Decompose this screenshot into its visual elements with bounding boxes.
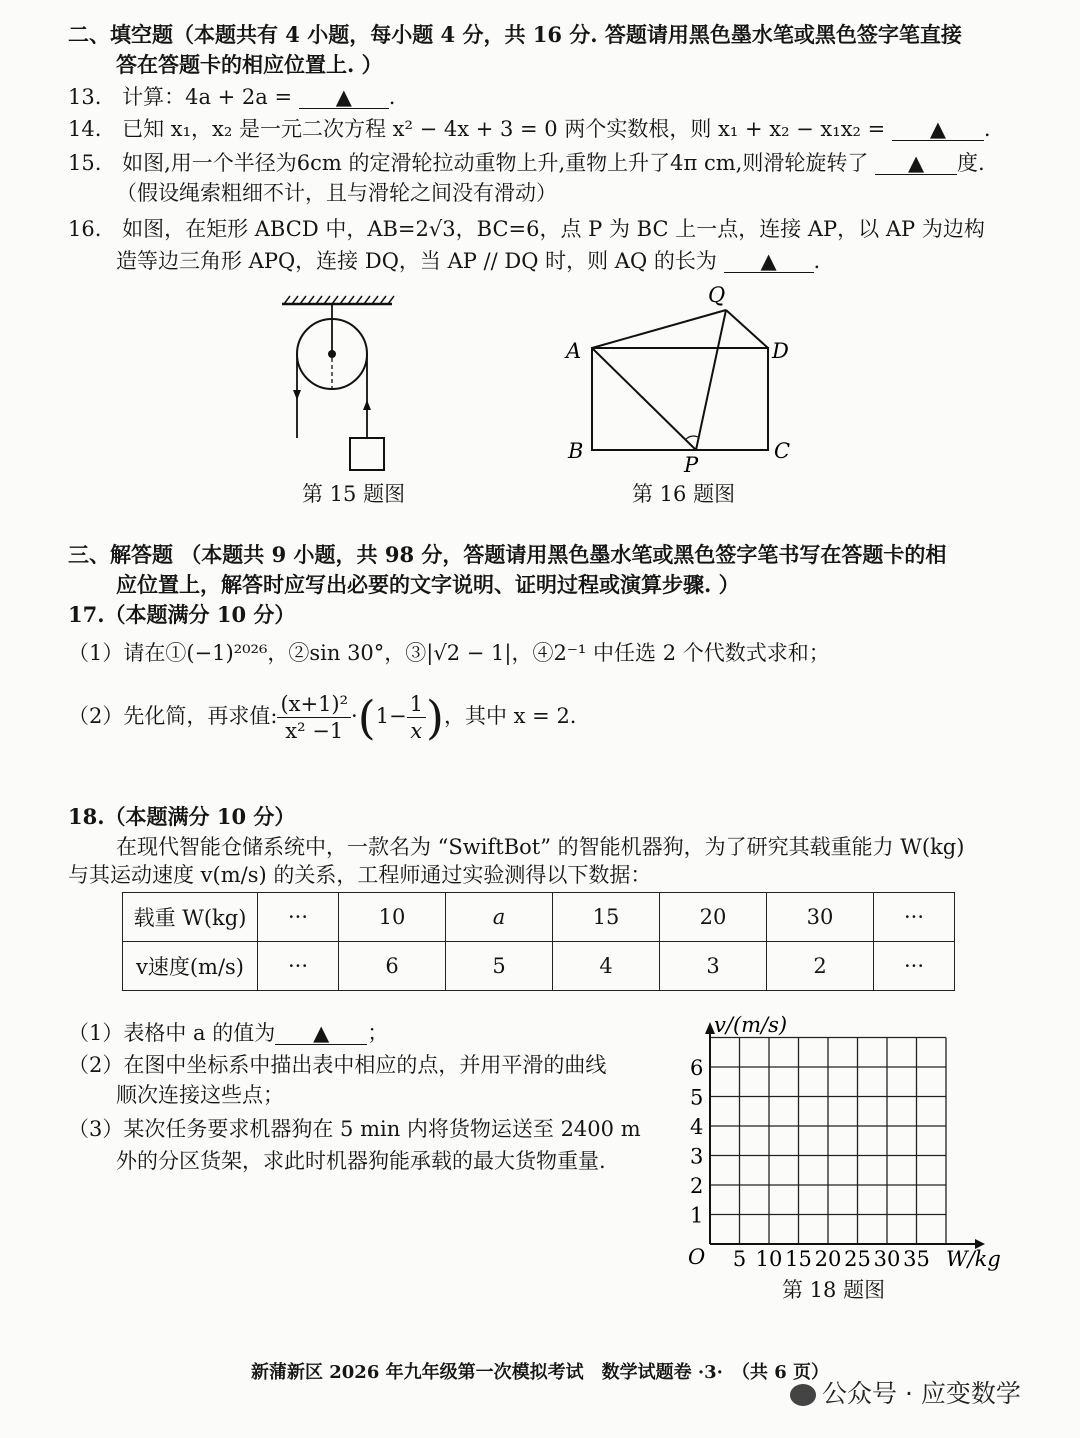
table-cell: 载重 W(kg) [123, 893, 258, 942]
y-tick-label: 1 [690, 1203, 704, 1228]
table-cell: 2 [767, 942, 874, 991]
question-18-sub3-line2: 外的分区货架，求此时机器狗能承载的最大货物重量. [116, 1149, 606, 1173]
answer-blank: ▲ [875, 152, 957, 175]
answer-blank: ▲ [892, 118, 984, 141]
question-14 [68, 114, 991, 144]
answer-blank: ▲ [724, 250, 814, 273]
table-cell: ··· [874, 942, 955, 991]
question-16-text2: 造等边三角形 APQ，连接 DQ，当 AP // DQ 时，则 AQ 的长为 [116, 249, 717, 273]
y-tick-label: 5 [690, 1085, 704, 1110]
label-d: D [772, 339, 789, 363]
segment-qd [726, 310, 768, 348]
answer-blank: ▲ [299, 86, 389, 109]
question-16 [68, 214, 985, 244]
section3-heading-line2: 应位置上，解答时应写出必要的文字说明、证明过程或演算步骤. ） [116, 572, 740, 597]
origin-label: O [688, 1245, 706, 1269]
question-18-intro-line1: 在现代智能仓储系统中，一款名为 “SwiftBot” 的智能机器狗，为了研究其载重能力 W(kg) [116, 835, 965, 859]
fraction-2-numerator: 1 [407, 691, 426, 718]
question-18-intro-line2: 与其运动速度 v(m/s) 的关系，工程师通过实验测得以下数据： [68, 863, 652, 887]
question-18-sub3-line1: （3）某次任务要求机器狗在 5 min 内将货物运送至 2400 m [68, 1117, 641, 1141]
x-tick-label: 5 [732, 1247, 747, 1271]
punct: ； [367, 1021, 389, 1045]
table-cell: 5 [446, 942, 553, 991]
fraction-1-denominator: x² −1 [285, 719, 344, 743]
table-cell: 6 [339, 942, 446, 991]
y-tick-label: 4 [690, 1115, 704, 1139]
table-cell: ··· [258, 942, 339, 991]
x-axis-label: W/kg [946, 1247, 1001, 1271]
table-row [123, 893, 955, 942]
question-16-text: 如图，在矩形 ABCD 中，AB=2√3，BC=6，点 P 为 BC 上一点，连接 AP，以 AP 为边构 [122, 217, 985, 241]
label-c: C [774, 439, 791, 463]
label-p: P [684, 453, 699, 477]
table-row [123, 942, 955, 991]
table-cell: 15 [553, 893, 660, 942]
fraction-2-denominator: x [410, 719, 423, 743]
question-13 [68, 82, 395, 112]
y-tick-label: 6 [690, 1056, 704, 1080]
figure-15-caption: 第 15 题图 [302, 482, 406, 506]
punct: 度. [957, 151, 985, 175]
fraction-1-numerator: (x+1)² [277, 691, 351, 718]
figure-16-caption: 第 16 题图 [632, 482, 736, 506]
sub1-text: （1）表格中 a 的值为 [68, 1021, 276, 1045]
figure-18-caption: 第 18 题图 [782, 1278, 886, 1302]
x-tick-label: 20 [814, 1247, 842, 1271]
label-a: A [566, 339, 582, 363]
fraction-2 [407, 691, 426, 744]
table-cell: 4 [553, 942, 660, 991]
y-axis-label: v/(m/s) [714, 1013, 788, 1037]
section2-heading-line1: 二、填空题（本题共有 4 小题，每小题 4 分，共 16 分. 答题请用黑色墨水笔或黑色签字笔直接 [68, 22, 962, 47]
question-16-line2 [116, 246, 820, 276]
rectangle-figure [560, 280, 800, 480]
table-cell: a [446, 893, 553, 942]
paren-close: ) [426, 690, 444, 745]
question-number: 16. [68, 217, 102, 241]
segment-ap [592, 348, 696, 450]
question-number: 14. [68, 117, 102, 141]
weight-box [350, 438, 384, 470]
question-18-sub2-line2: 顺次连接这些点； [116, 1083, 284, 1107]
wechat-icon [790, 1384, 816, 1406]
x-tick-labels [733, 1247, 930, 1271]
label-b: B [568, 439, 584, 463]
x-tick-label: 10 [755, 1247, 783, 1271]
x-tick-label: 30 [873, 1247, 901, 1271]
question-15 [68, 148, 985, 178]
question-17-part2 [68, 690, 577, 744]
angle-mark [685, 436, 698, 440]
segment-aq [592, 310, 726, 348]
paren-open: ( [357, 690, 376, 745]
table-cell: 10 [339, 893, 446, 942]
table-cell: ··· [258, 893, 339, 942]
watermark [790, 1374, 1021, 1410]
question-17-part1: （1）请在①(−1)²⁰²⁶，②sin 30°，③|√2 − 1|，④2⁻¹ 中任选 2 个代数式求和； [68, 641, 830, 665]
question-13-text: 计算：4a + 2a = [122, 85, 293, 109]
multiply-dot: · [351, 704, 358, 728]
y-tick-label: 3 [690, 1144, 704, 1169]
question-14-text: 已知 x₁，x₂ 是一元二次方程 x² − 4x + 3 = 0 两个实数根，则 x₁ + x₂ − x₁x₂ = [122, 117, 886, 141]
punct: . [388, 85, 396, 109]
page-footer: 新蒲新区 2026 年九年级第一次模拟考试 数学试题卷 ·3· （共 6 页） [250, 1362, 829, 1383]
question-15-note: （假设绳索粗细不计，且与滑轮之间没有滑动） [116, 181, 557, 205]
section2-heading-line2: 答在答题卡的相应位置上. ） [116, 52, 383, 77]
question-18-title: 18.（本题满分 10 分） [68, 804, 296, 829]
table-cell: 30 [767, 893, 874, 942]
question-17-title: 17.（本题满分 10 分） [68, 602, 296, 627]
grid [710, 1038, 946, 1245]
question-18-sub2-line1: （2）在图中坐标系中描出表中相应的点，并用平滑的曲线 [68, 1053, 607, 1077]
x-tick-label: 15 [785, 1247, 812, 1271]
table-cell: v速度(m/s) [123, 942, 258, 991]
up-arrow [363, 400, 371, 410]
segment-pq [696, 310, 726, 450]
down-arrow [293, 390, 301, 400]
question-15-text: 如图,用一个半径为6cm 的定滑轮拉动重物上升,重物上升了4π cm,则滑轮旋转了 [122, 151, 869, 175]
coordinate-grid [680, 1008, 1010, 1278]
x-tick-label: 25 [844, 1247, 871, 1271]
question-number: 13. [68, 85, 102, 109]
y-tick-labels [690, 1056, 703, 1228]
data-table [122, 892, 955, 991]
section3-heading-line1: 三、解答题 （本题共 9 小题，共 98 分，答题请用黑色墨水笔或黑色签字笔书写在答题卡的相 [68, 542, 947, 567]
question-number: 15. [68, 151, 102, 175]
axle [328, 350, 336, 358]
question-18-sub1 [68, 1018, 388, 1048]
watermark-text: 公众号 · 应变数学 [822, 1379, 1021, 1408]
pulley-figure [270, 290, 410, 480]
part2-suffix: ，其中 x = 2. [443, 704, 577, 728]
table-cell: 20 [660, 893, 767, 942]
part2-prefix: （2）先化简，再求值: [68, 704, 278, 728]
punct: . [813, 249, 821, 273]
x-tick-label: 35 [903, 1247, 930, 1271]
answer-blank: ▲ [275, 1022, 367, 1045]
y-tick-label: 2 [690, 1174, 704, 1198]
paren-content: 1− [375, 704, 407, 728]
fraction-1 [277, 691, 351, 744]
punct: . [983, 117, 991, 141]
label-q: Q [708, 283, 726, 307]
table-cell: 3 [660, 942, 767, 991]
table-cell: ··· [874, 893, 955, 942]
